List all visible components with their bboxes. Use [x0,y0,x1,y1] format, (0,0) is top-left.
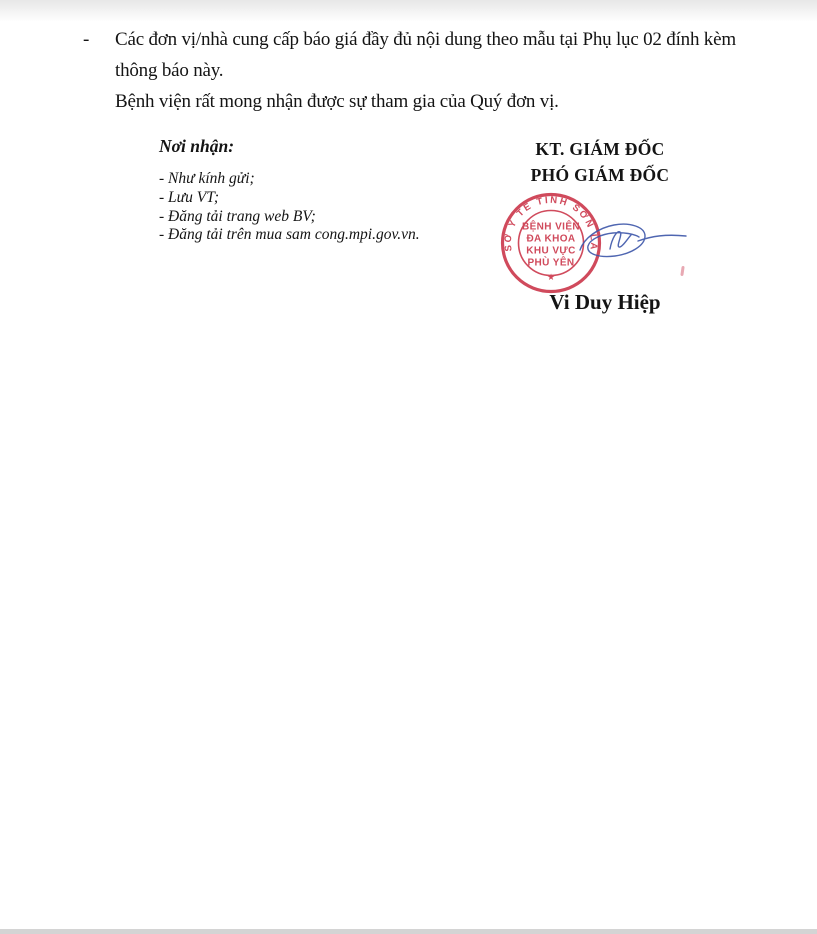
closing-line: Bệnh viện rất mong nhận được sự tham gia của Quý đơn vị. [115,91,559,112]
stamp-ring-text: SỞ Y TẾ TỈNH SƠN LA [502,194,600,252]
stamp-center-line-1: BỆNH VIỆN [521,221,581,233]
recipients-block [159,135,420,245]
page-top-edge [0,0,817,22]
recipient-item-1: - Như kính gửi; [159,170,255,187]
recipient-item-3: - Đăng tải trang web BV; [159,207,316,225]
body-line-2: thông báo này. [115,60,224,81]
body-line-1: Các đơn vị/nhà cung cấp báo giá đầy đủ nội dung theo mẫu tại Phụ lục 02 đính kèm [115,29,736,50]
recipients-heading: Nơi nhận: [159,136,235,156]
stamp-center-line-4: PHÙ YÊN [527,257,575,269]
signer-name: Vi Duy Hiệp [549,290,661,314]
stamp-center-line-3: KHU VỰC [526,245,576,257]
page-bottom-edge [0,929,817,934]
stamp-center-line-2: ĐA KHOA [526,233,576,245]
signature-title-line2: PHÓ GIÁM ĐỐC [530,165,670,185]
body-paragraph [115,24,736,117]
signature-title-block [490,136,710,188]
recipients-list [159,170,420,245]
recipient-item-2: - Lưu VT; [159,188,219,206]
signature-title-line1: KT. GIÁM ĐỐC [535,139,665,159]
bullet-dash: - [83,29,90,50]
stamp-star-icon: ★ [546,272,556,282]
recipient-item-4: - Đăng tải trên mua sam cong.mpi.gov.vn. [159,226,420,244]
